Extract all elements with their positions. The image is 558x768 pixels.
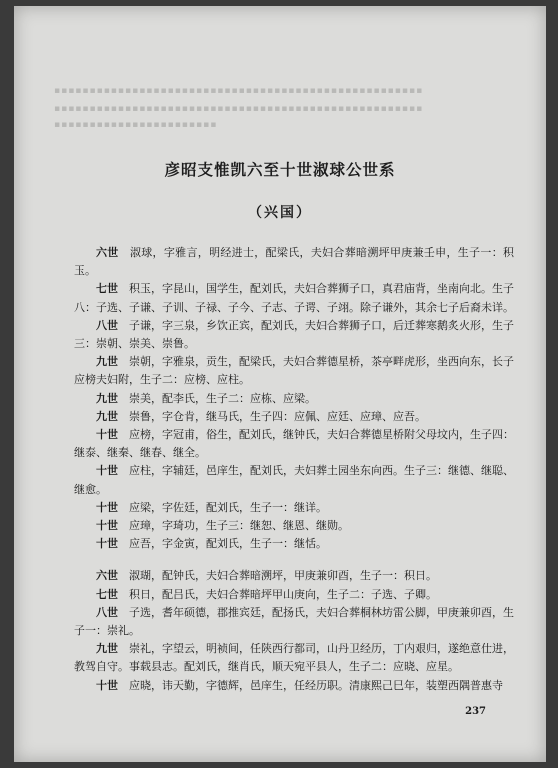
bleed-through-text: ▪▪▪▪▪▪▪▪▪▪▪▪▪▪▪▪▪▪▪▪▪▪▪▪▪▪▪▪▪▪▪▪▪▪▪▪▪▪▪▪▪▪▪▪▪▪▪▪▪▪▪▪	[54, 104, 424, 114]
genealogy-entry	[74, 408, 514, 426]
genealogy-body	[74, 244, 514, 695]
genealogy-entry	[74, 462, 514, 498]
genealogy-entry	[74, 567, 514, 585]
genealogy-entry	[74, 244, 514, 280]
entry-text: 子选，耆年硕德，郡推宾廷，配扬氏，夫妇合葬桐林坊雷公脚，甲庚兼卯酉，生子一：崇礼。	[74, 605, 514, 638]
entry-text: 应吾，字金寅，配刘氏，生子一：继恬。	[129, 537, 327, 551]
generation-label: 十世	[96, 464, 118, 478]
generation-label: 八世	[96, 605, 118, 619]
genealogy-entry	[74, 353, 514, 389]
genealogy-entry	[74, 535, 514, 553]
entry-text: 淑瑚，配钟氏，夫妇合葬暗溯坪，甲庚兼卯酉，生子一：积日。	[129, 569, 437, 583]
generation-label: 七世	[96, 587, 118, 601]
entry-text: 应榜，字冠甫，俗生，配刘氏，继钟氏，夫妇合葬德星桥附父母坟内，生子四：继泰、继秦、继春、继全。	[74, 428, 514, 460]
genealogy-entry	[74, 390, 514, 408]
bleed-through-text: ▪▪▪▪▪▪▪▪▪▪▪▪▪▪▪▪▪▪▪▪▪▪▪▪▪▪▪▪▪▪▪▪▪▪▪▪▪▪▪▪▪▪▪▪▪▪▪▪▪▪▪▪	[54, 86, 424, 96]
generation-label: 十世	[96, 428, 118, 442]
entry-text: 应晓，讳天勤，字德辉，邑庠生，任经历职。清康熙己巳年，装塑西隅普惠寺	[129, 678, 503, 692]
entry-text: 崇朝，字雅泉，贡生，配梁氏，夫妇合葬德星桥，茶亭畔虎形，坐西向东，长子应榜夫妇附，生子二：应榜、应柱。	[74, 355, 514, 387]
page-subtitle: （兴国）	[248, 205, 312, 221]
generation-label: 六世	[96, 246, 119, 259]
generation-label: 八世	[96, 318, 118, 332]
generation-label: 七世	[96, 282, 118, 296]
generation-label: 九世	[96, 642, 118, 656]
entry-text: 应柱，字辅廷，邑庠生，配刘氏，夫妇葬土园坐东向西。生子三：继德、继聪、继愈。	[74, 464, 514, 496]
genealogy-entry	[74, 517, 514, 535]
document-page	[14, 6, 546, 762]
generation-label: 九世	[96, 391, 118, 405]
generation-label: 九世	[96, 409, 118, 423]
entry-text: 子谦，字三泉，乡饮正宾，配刘氏，夫妇合葬狮子口，后迁葬寒鹅炙火形，生子三：崇朝、崇美、崇鲁。	[74, 318, 514, 351]
entry-text: 应梁，字佐廷，配刘氏，生子一：继详。	[129, 500, 327, 514]
entry-text: 积日，配吕氏，夫妇合葬暗坪甲山庚向，生子二：子选、子卿。	[129, 587, 437, 601]
bleed-through-text: ▪▪▪▪▪▪▪▪▪▪▪▪▪▪▪▪▪▪▪▪▪▪▪	[54, 120, 218, 130]
genealogy-entry	[74, 426, 514, 462]
entry-text: 应璋，字琦功，生子三：继恕、继恩、继勋。	[129, 519, 349, 533]
genealogy-entry	[74, 280, 514, 316]
page-title: 彦昭支惟凯六至十世淑球公世系	[164, 160, 396, 179]
genealogy-entry	[74, 677, 514, 695]
generation-label: 九世	[96, 355, 118, 369]
genealogy-entry	[74, 317, 514, 353]
genealogy-entry	[74, 604, 514, 640]
genealogy-entry	[74, 640, 514, 676]
entry-text: 崇礼，字望云，明祯间，任陕西行都司，山丹卫经历，丁内艰归，遂绝意仕进，教驾自守。事载县志。配刘氏，继肖氏，顺天宛平县人，生子二：应晓、应星。	[74, 642, 514, 674]
entry-text: 积玉，字昆山，国学生，配刘氏，夫妇合葬狮子口，真君庙背，坐南向北。生子八：子选、子谦、子训、子禄、子今、子志、子谔、子翊。除子谦外，其余七子后裔未详。	[74, 282, 514, 314]
generation-label: 六世	[96, 569, 118, 583]
entry-text: 淑球，字雅言，明经进士，配梁氏，夫妇合葬暗溯坪甲庚兼壬申，生子一：积玉。	[74, 246, 515, 278]
generation-label: 十世	[96, 500, 118, 514]
page-number: 237	[465, 706, 486, 717]
genealogy-entry	[74, 586, 514, 604]
generation-label: 十世	[96, 537, 118, 551]
entry-text: 崇美，配李氏，生子二：应栋、应梁。	[129, 391, 316, 405]
entry-text: 崇鲁，字仓肯，继马氏，生子四：应佩、应廷、应璋、应吾。	[129, 409, 426, 423]
generation-label: 十世	[96, 678, 118, 692]
genealogy-entry	[74, 499, 514, 517]
generation-label: 十世	[96, 519, 118, 533]
